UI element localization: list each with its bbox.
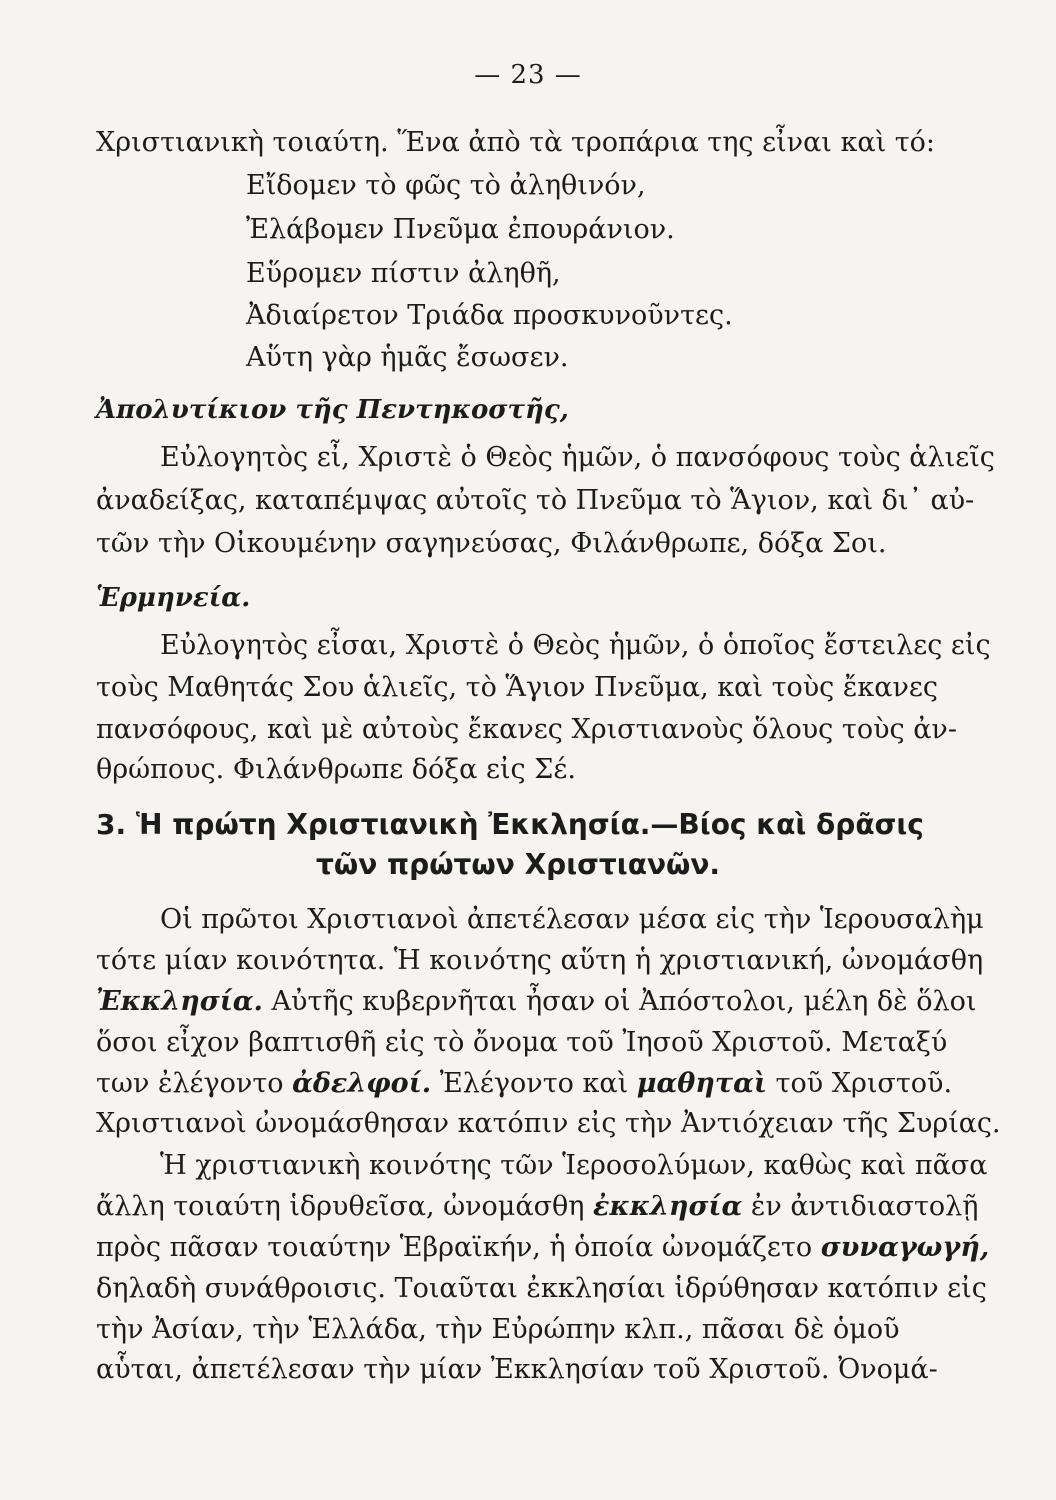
body-line [96,1189,978,1225]
body-line: αὗται, ἀπετέλεσαν τὴν μίαν Ἐκκλησίαν τοῦ Χριστοῦ. Ὀνομά- [96,1354,938,1385]
apolytikion-heading: Ἀπολυτίκιον τῆς Πεντηκοστῆς, [96,395,569,425]
interpretation-line: Εὐλογητὸς εἶσαι, Χριστὲ ὁ Θεὸς ἡμῶν, ὁ ὁποῖος ἔστειλες εἰς [160,630,991,661]
body-line [96,984,976,1020]
body-line: ὅσοι εἶχον βαπτισθῆ εἰς τὸ ὄνομα τοῦ Ἰησοῦ Χριστοῦ. Μεταξύ [96,1027,948,1058]
body-text: Αὐτῆς κυβερνῆται ἦσαν οἱ Ἀπόστολοι, μέλη δὲ ὅλοι [262,986,977,1017]
interpretation-line: θρώπους. Φιλάνθρωπε δόξα εἰς Σέ. [96,754,576,785]
body-line [96,1066,952,1102]
body-line: δηλαδὴ συνάθροισις. Τοιαῦται ἐκκλησίαι ἱδρύθησαν κατόπιν εἰς [96,1273,987,1304]
hymn-line: Ἀδιαίρετον Τριάδα προσκυνοῦντες. [246,300,733,331]
interpretation-line: τοὺς Μαθητάς Σου ἁλιεῖς, τὸ Ἅγιον Πνεῦμα, καὶ τοὺς ἔκανες [96,672,938,703]
section-title-continued: τῶν πρώτων Χριστιανῶν. [316,848,721,881]
apolytikion-line: τῶν τὴν Οἰκουμένην σαγηνεύσας, Φιλάνθρωπε, δόξα Σοι. [96,528,887,559]
body-text: Ἐλέγοντο καὶ [431,1068,637,1099]
interpretation-heading: Ἑρμηνεία. [96,583,251,613]
body-line: Οἱ πρῶτοι Χριστιανοὶ ἀπετέλεσαν μέσα εἰς τὴν Ἱερουσαλὴμ [160,904,984,935]
apolytikion-line: Εὐλογητὸς εἶ, Χριστὲ ὁ Θεὸς ἡμῶν, ὁ πανσόφους τοὺς ἁλιεῖς [160,442,995,473]
emphasized-term: Ἐκκλησία. [96,986,263,1017]
emphasized-term: συναγωγή, [820,1232,990,1263]
hymn-line: Αὕτη γὰρ ἡμᾶς ἔσωσεν. [246,342,569,373]
body-text: των ἐλέγοντο [96,1068,293,1099]
emphasized-term: ἀδελφοί. [292,1068,432,1099]
body-line: τὴν Ἀσίαν, τὴν Ἑλλάδα, τὴν Εὐρώπην κλπ., πᾶσαι δὲ ὁμοῦ [96,1314,900,1345]
interpretation-line: πανσόφους, καὶ μὲ αὐτοὺς ἔκανες Χριστιανοὺς ὅλους τοὺς ἀν- [96,714,957,745]
body-line: τότε μίαν κοινότητα. Ἡ κοινότης αὕτη ἡ χριστιανική, ὠνομάσθη [96,945,984,976]
body-line: Ἡ χριστιανικὴ κοινότης τῶν Ἱεροσολύμων, καθὼς καὶ πᾶσα [160,1150,988,1181]
body-line: Χριστιανοὶ ὠνομάσθησαν κατόπιν εἰς τὴν Ἀντιόχειαν τῆς Συρίας. [96,1108,1001,1139]
page-number: — 23 — [474,60,582,90]
hymn-intro: Χριστιανικὴ τοιαύτη. Ἕνα ἀπὸ τὰ τροπάρια της εἶναι καὶ τό: [96,127,936,158]
body-text: πρὸς πᾶσαν τοιαύτην Ἑβραϊκήν, ἡ ὁποία ὠνομάζετο [96,1232,821,1263]
emphasized-term: μαθηταὶ [636,1068,767,1099]
section-title: 3. Ἡ πρώτη Χριστιανικὴ Ἐκκλησία.—Βίος καὶ δρᾶσις [96,808,924,841]
body-text: ἐν ἀντιδιαστολῇ [742,1191,979,1222]
hymn-line: Εὕρομεν πίστιν ἀληθῆ, [246,258,561,289]
hymn-line: Εἴδομεν τὸ φῶς τὸ ἀληθινόν, [246,170,646,201]
emphasized-term: ἐκκλησία [593,1191,743,1222]
body-text: τοῦ Χριστοῦ. [766,1068,953,1099]
hymn-line: Ἐλάβομεν Πνεῦμα ἐπουράνιον. [246,214,675,245]
apolytikion-line: ἀναδείξας, καταπέμψας αὐτοῖς τὸ Πνεῦμα τὸ Ἅγιον, καὶ δι᾽ αὐ- [96,485,975,516]
body-text: ἄλλη τοιαύτη ἱδρυθεῖσα, ὠνομάσθη [96,1191,594,1222]
body-line [96,1230,989,1266]
